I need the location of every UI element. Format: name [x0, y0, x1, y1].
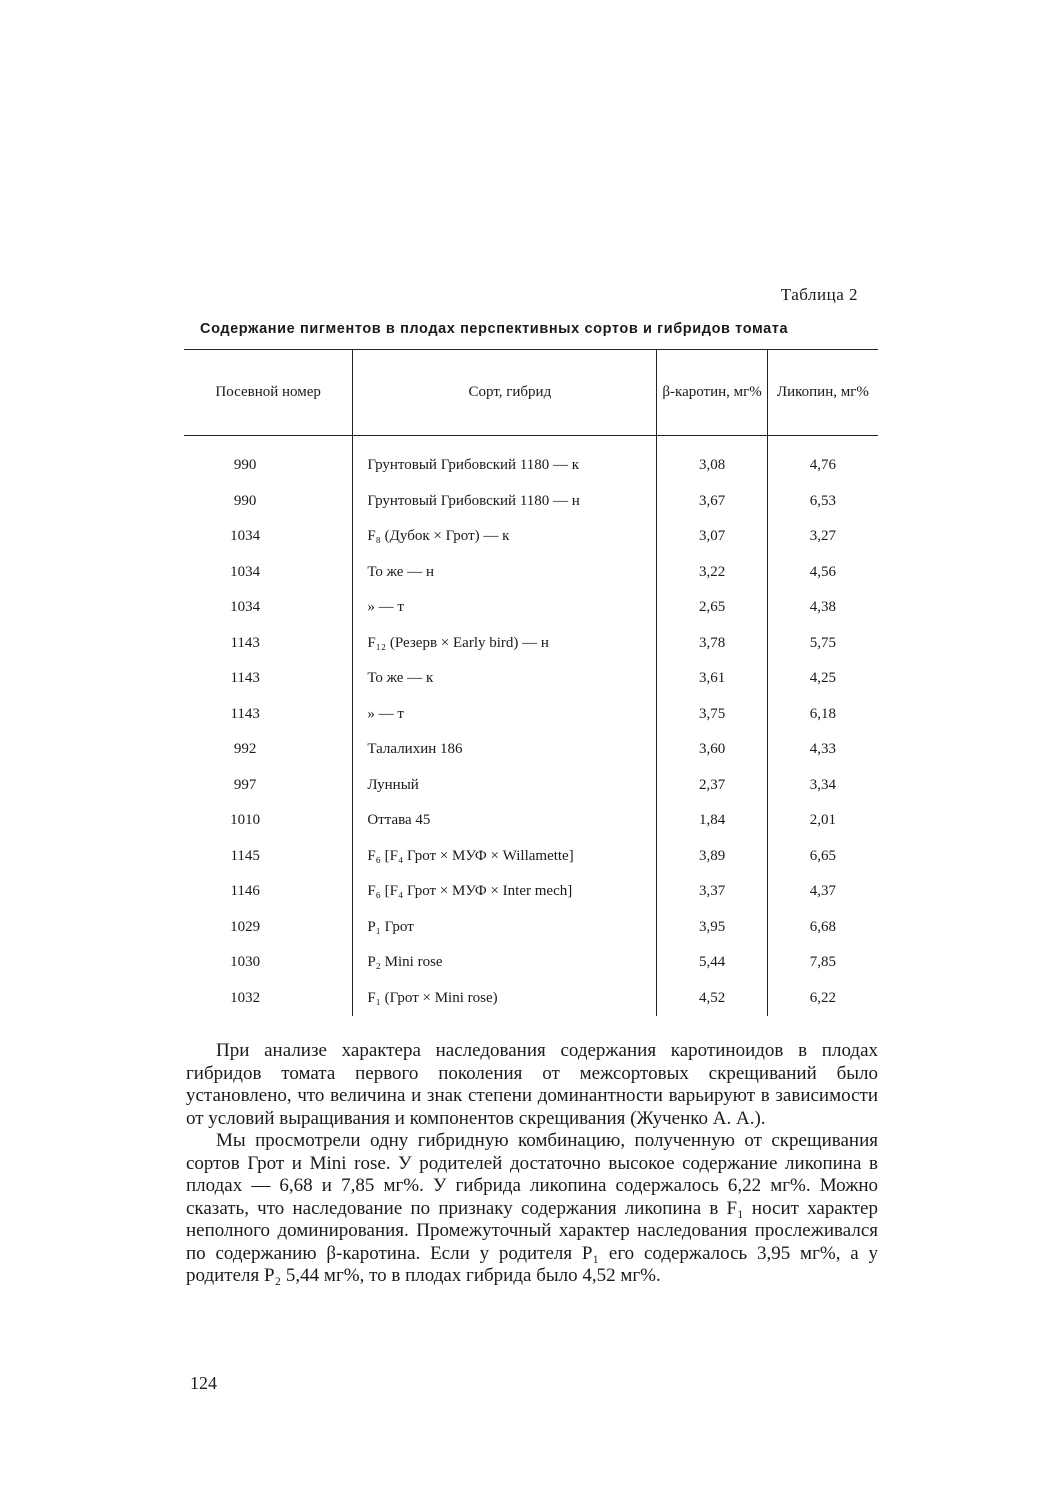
table-row	[184, 484, 878, 520]
paragraph: При анализе характера наследования содержания каротиноидов в плодах гибридов томата первого поколения от межсортовых скрещиваний было установлено, что величина и знак степени доминантности варьируют в зависимости от условий выращивания и компонентов скрещивания (Жученко А. А.).	[186, 1040, 878, 1129]
cell-variety: » — т	[353, 697, 657, 733]
cell-lycopene: 4,56	[809, 563, 837, 580]
cell-beta-carotene: 4,52	[657, 981, 767, 1017]
cell-variety: То же — к	[353, 661, 657, 697]
cell-variety: F₆ [F₄ Грот × МУФ × Willamette]	[353, 839, 657, 875]
cell-beta-carotene: 2,37	[657, 768, 767, 804]
table-row	[184, 436, 878, 484]
cell-lycopene: 4,33	[809, 741, 837, 758]
table-row	[184, 626, 878, 662]
body-text	[186, 1040, 878, 1288]
cell-beta-carotene: 2,65	[657, 590, 767, 626]
cell-lycopene: 3,27	[809, 528, 837, 545]
cell-lycopene: 6,22	[809, 989, 837, 1006]
cell-sowing-number: 997	[184, 768, 353, 804]
cell-variety: То же — н	[353, 555, 657, 591]
cell-sowing-number: 1143	[184, 661, 353, 697]
cell-beta-carotene: 3,95	[657, 910, 767, 946]
cell-lycopene: 6,53	[809, 492, 837, 509]
cell-sowing-number: 1030	[184, 945, 353, 981]
cell-lycopene: 6,68	[809, 918, 837, 935]
header-variety: Сорт, гибрид	[353, 350, 657, 436]
table-row	[184, 768, 878, 804]
table-row	[184, 555, 878, 591]
cell-variety: P₂ Mini rose	[353, 945, 657, 981]
table-row	[184, 661, 878, 697]
cell-sowing-number: 1034	[184, 519, 353, 555]
header-beta-carotene: β-каротин, мг%	[657, 350, 767, 436]
cell-variety: Лунный	[353, 768, 657, 804]
cell-sowing-number: 992	[184, 732, 353, 768]
table-row	[184, 519, 878, 555]
cell-beta-carotene: 3,89	[657, 839, 767, 875]
cell-beta-carotene: 5,44	[657, 945, 767, 981]
cell-beta-carotene: 3,22	[657, 555, 767, 591]
cell-beta-carotene: 3,07	[657, 519, 767, 555]
cell-sowing-number: 1146	[184, 874, 353, 910]
cell-sowing-number: 1029	[184, 910, 353, 946]
table-row	[184, 732, 878, 768]
cell-variety: F₈ (Дубок × Грот) — к	[353, 519, 657, 555]
cell-lycopene: 3,34	[809, 776, 837, 793]
cell-lycopene: 4,25	[809, 670, 837, 687]
table-row	[184, 839, 878, 875]
cell-lycopene: 5,75	[809, 634, 837, 651]
table-row	[184, 590, 878, 626]
cell-variety: Оттава 45	[353, 803, 657, 839]
cell-lycopene: 6,65	[809, 847, 837, 864]
paragraph: Мы просмотрели одну гибридную комбинацию, полученную от скрещивания сортов Грот и Mini rose. У родителей достаточно высокое содержание ликопина в плодах — 6,68 и 7,85 мг%. У гибрида ликопина содержалось 6,22 мг%. Можно сказать, что наследование по признаку содержания ликопина в F₁ носит характер неполного доминирования. Промежуточный характер наследования прослеживался по содержанию β-каротина. Если у родителя P₁ его содержалось 3,95 мг%, а у родителя P₂ 5,44 мг%, то в плодах гибрида было 4,52 мг%.	[186, 1130, 878, 1286]
cell-beta-carotene: 1,84	[657, 803, 767, 839]
cell-lycopene: 4,37	[809, 883, 837, 900]
header-sowing-number: Посевной номер	[184, 350, 353, 436]
cell-sowing-number: 1143	[184, 697, 353, 733]
cell-beta-carotene: 3,67	[657, 484, 767, 520]
cell-variety: F₁₂ (Резерв × Early bird) — н	[353, 626, 657, 662]
cell-sowing-number: 1034	[184, 555, 353, 591]
table-body	[184, 436, 878, 1017]
cell-variety: P₁ Грот	[353, 910, 657, 946]
cell-sowing-number: 1034	[184, 590, 353, 626]
table-title: Содержание пигментов в плодах перспективных сортов и гибридов томата	[200, 321, 789, 337]
cell-variety: » — т	[353, 590, 657, 626]
cell-variety: F₆ [F₄ Грот × МУФ × Inter mech]	[353, 874, 657, 910]
table-row	[184, 981, 878, 1017]
cell-sowing-number: 990	[184, 436, 353, 484]
cell-lycopene: 2,01	[809, 812, 837, 829]
table-row	[184, 803, 878, 839]
cell-lycopene: 6,18	[809, 705, 837, 722]
table-row	[184, 945, 878, 981]
cell-lycopene: 4,76	[809, 457, 837, 474]
cell-lycopene: 7,85	[809, 954, 837, 971]
cell-sowing-number: 990	[184, 484, 353, 520]
header-lycopene: Ликопин, мг%	[767, 350, 878, 436]
table-row	[184, 697, 878, 733]
cell-beta-carotene: 3,08	[657, 436, 767, 484]
cell-beta-carotene: 3,61	[657, 661, 767, 697]
cell-beta-carotene: 3,37	[657, 874, 767, 910]
table-row	[184, 910, 878, 946]
cell-sowing-number: 1143	[184, 626, 353, 662]
table-header-row	[184, 350, 878, 436]
page-number: 124	[190, 1373, 217, 1393]
cell-variety: Грунтовый Грибовский 1180 — н	[353, 484, 657, 520]
cell-lycopene: 4,38	[809, 599, 837, 616]
cell-beta-carotene: 3,60	[657, 732, 767, 768]
cell-variety: F₁ (Грот × Mini rose)	[353, 981, 657, 1017]
cell-beta-carotene: 3,75	[657, 697, 767, 733]
cell-sowing-number: 1010	[184, 803, 353, 839]
cell-variety: Талалихин 186	[353, 732, 657, 768]
cell-sowing-number: 1145	[184, 839, 353, 875]
table-row	[184, 874, 878, 910]
table-label: Таблица 2	[780, 285, 858, 304]
pigment-table	[184, 349, 878, 1016]
cell-sowing-number: 1032	[184, 981, 353, 1017]
cell-beta-carotene: 3,78	[657, 626, 767, 662]
cell-variety: Грунтовый Грибовский 1180 — к	[353, 436, 657, 484]
